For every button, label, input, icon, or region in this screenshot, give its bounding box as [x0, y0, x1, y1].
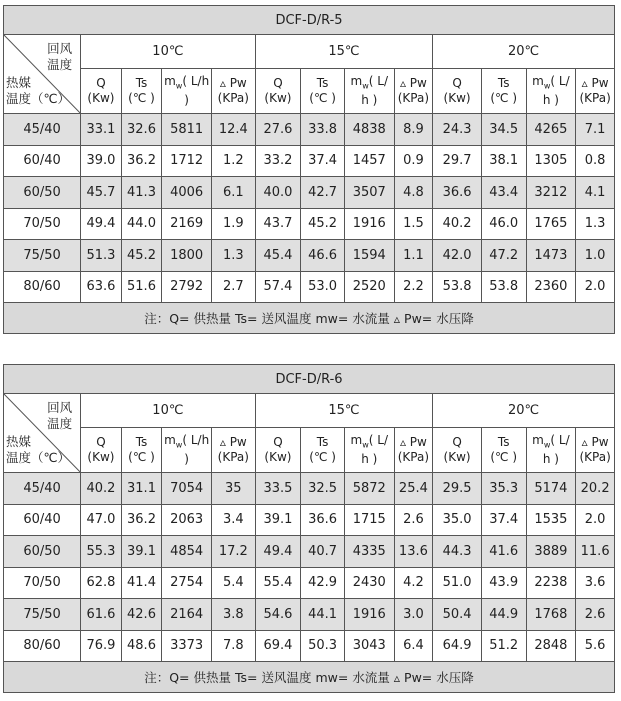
row-label-cell: 60/50 [4, 177, 81, 209]
col-header-pw: ▵ Pw (KPa) [394, 69, 433, 114]
value-cell: 2238 [526, 567, 576, 599]
corner-medium-label: 热媒 [6, 75, 32, 90]
value-cell: 44.0 [121, 208, 162, 240]
col-header-mw: $m_w$( L/h ) [162, 69, 212, 114]
corner-header [4, 394, 81, 473]
value-cell: 3043 [344, 630, 394, 662]
value-cell: 45.4 [255, 240, 301, 272]
col-header-mw: $m_w$( L/ h ) [344, 69, 394, 114]
table-row [4, 599, 615, 631]
value-cell: 37.4 [481, 504, 526, 536]
table-row [4, 177, 615, 209]
value-cell: 24.3 [433, 114, 482, 146]
value-cell: 4006 [162, 177, 212, 209]
value-cell: 3373 [162, 630, 212, 662]
value-cell: 69.4 [255, 630, 301, 662]
row-label-cell: 60/40 [4, 145, 81, 177]
col-header-mw: $m_w$( L/ h ) [526, 69, 576, 114]
value-cell: 1.3 [212, 240, 256, 272]
value-cell: 2.6 [576, 599, 615, 631]
value-cell: 4854 [162, 536, 212, 568]
value-cell: 51.3 [81, 240, 122, 272]
value-cell: 2792 [162, 271, 212, 303]
value-cell: 1.0 [576, 240, 615, 272]
value-cell: 3212 [526, 177, 576, 209]
value-cell: 45.7 [81, 177, 122, 209]
value-cell: 57.4 [255, 271, 301, 303]
return-air-temp-header: 10℃ [81, 394, 256, 428]
value-cell: 4335 [344, 536, 394, 568]
value-cell: 2.0 [576, 271, 615, 303]
table-row [4, 536, 615, 568]
value-cell: 36.2 [121, 145, 162, 177]
col-header-ts: Ts (℃ ) [301, 69, 345, 114]
row-label-cell: 45/40 [4, 114, 81, 146]
col-header-ts: Ts (℃ ) [481, 69, 526, 114]
value-cell: 1800 [162, 240, 212, 272]
corner-medium-label-2: 温度（℃） [6, 450, 71, 465]
value-cell: 41.3 [121, 177, 162, 209]
value-cell: 39.1 [255, 504, 301, 536]
value-cell: 44.9 [481, 599, 526, 631]
value-cell: 42.9 [301, 567, 345, 599]
corner-medium-label: 热媒 [6, 434, 32, 449]
table-row [4, 504, 615, 536]
value-cell: 64.9 [433, 630, 482, 662]
value-cell: 4.8 [394, 177, 433, 209]
row-label-cell: 70/50 [4, 567, 81, 599]
row-label-cell: 75/50 [4, 240, 81, 272]
value-cell: 53.0 [301, 271, 345, 303]
value-cell: 35.0 [433, 504, 482, 536]
value-cell: 41.6 [481, 536, 526, 568]
value-cell: 34.5 [481, 114, 526, 146]
table-row [4, 567, 615, 599]
value-cell: 7.8 [212, 630, 256, 662]
value-cell: 31.1 [121, 473, 162, 505]
value-cell: 5174 [526, 473, 576, 505]
value-cell: 1.1 [394, 240, 433, 272]
value-cell: 51.6 [121, 271, 162, 303]
table-note: 注：Q= 供热量 Ts= 送风温度 mw= 水流量 ▵ Pw= 水压降 [4, 662, 615, 693]
value-cell: 51.0 [433, 567, 482, 599]
value-cell: 40.7 [301, 536, 345, 568]
col-header-ts: Ts (℃ ) [121, 69, 162, 114]
value-cell: 32.5 [301, 473, 345, 505]
table-title: DCF-D/R-5 [4, 6, 615, 35]
value-cell: 51.2 [481, 630, 526, 662]
value-cell: 11.6 [576, 536, 615, 568]
value-cell: 42.6 [121, 599, 162, 631]
value-cell: 42.7 [301, 177, 345, 209]
corner-air-label-2: 温度 [47, 57, 73, 72]
col-header-mw: $m_w$( L/ h ) [526, 428, 576, 473]
value-cell: 40.2 [81, 473, 122, 505]
value-cell: 63.6 [81, 271, 122, 303]
value-cell: 3.0 [394, 599, 433, 631]
col-header-mw: $m_w$( L/h ) [162, 428, 212, 473]
value-cell: 1.3 [576, 208, 615, 240]
value-cell: 25.4 [394, 473, 433, 505]
table-row [4, 240, 615, 272]
row-label-cell: 60/40 [4, 504, 81, 536]
col-header-pw: ▵ Pw (KPa) [576, 69, 615, 114]
value-cell: 2520 [344, 271, 394, 303]
value-cell: 1535 [526, 504, 576, 536]
table-row [4, 271, 615, 303]
value-cell: 3.6 [576, 567, 615, 599]
col-header-pw: ▵ Pw (KPa) [576, 428, 615, 473]
row-label-cell: 80/60 [4, 630, 81, 662]
value-cell: 36.6 [301, 504, 345, 536]
value-cell: 39.1 [121, 536, 162, 568]
table-dcf-dr-6 [3, 364, 615, 693]
value-cell: 33.5 [255, 473, 301, 505]
value-cell: 2.7 [212, 271, 256, 303]
value-cell: 4838 [344, 114, 394, 146]
value-cell: 6.1 [212, 177, 256, 209]
table-row [4, 208, 615, 240]
value-cell: 1712 [162, 145, 212, 177]
col-header-ts: Ts (℃ ) [121, 428, 162, 473]
value-cell: 45.2 [121, 240, 162, 272]
value-cell: 32.6 [121, 114, 162, 146]
row-label-cell: 45/40 [4, 473, 81, 505]
value-cell: 44.3 [433, 536, 482, 568]
col-header-ts: Ts (℃ ) [301, 428, 345, 473]
value-cell: 76.9 [81, 630, 122, 662]
value-cell: 33.2 [255, 145, 301, 177]
table-dcf-dr-5 [3, 5, 615, 334]
value-cell: 33.1 [81, 114, 122, 146]
value-cell: 4.1 [576, 177, 615, 209]
value-cell: 44.1 [301, 599, 345, 631]
value-cell: 41.4 [121, 567, 162, 599]
value-cell: 46.0 [481, 208, 526, 240]
value-cell: 8.9 [394, 114, 433, 146]
row-label-cell: 70/50 [4, 208, 81, 240]
return-air-temp-header: 15℃ [255, 394, 433, 428]
col-header-q: Q (Kw) [433, 428, 482, 473]
value-cell: 54.6 [255, 599, 301, 631]
value-cell: 3.8 [212, 599, 256, 631]
return-air-temp-header: 20℃ [433, 35, 615, 69]
value-cell: 49.4 [255, 536, 301, 568]
row-label-cell: 80/60 [4, 271, 81, 303]
value-cell: 53.8 [433, 271, 482, 303]
value-cell: 13.6 [394, 536, 433, 568]
value-cell: 53.8 [481, 271, 526, 303]
value-cell: 43.7 [255, 208, 301, 240]
value-cell: 1473 [526, 240, 576, 272]
row-label-cell: 75/50 [4, 599, 81, 631]
value-cell: 2430 [344, 567, 394, 599]
value-cell: 55.4 [255, 567, 301, 599]
return-air-temp-header: 15℃ [255, 35, 433, 69]
return-air-temp-header: 20℃ [433, 394, 615, 428]
value-cell: 0.8 [576, 145, 615, 177]
value-cell: 3889 [526, 536, 576, 568]
value-cell: 0.9 [394, 145, 433, 177]
value-cell: 36.6 [433, 177, 482, 209]
value-cell: 1.2 [212, 145, 256, 177]
col-header-q: Q (Kw) [81, 69, 122, 114]
col-header-pw: ▵ Pw (KPa) [212, 69, 256, 114]
value-cell: 1594 [344, 240, 394, 272]
value-cell: 2754 [162, 567, 212, 599]
value-cell: 2.6 [394, 504, 433, 536]
col-header-q: Q (Kw) [255, 69, 301, 114]
row-label-cell: 60/50 [4, 536, 81, 568]
value-cell: 62.8 [81, 567, 122, 599]
value-cell: 2.0 [576, 504, 615, 536]
value-cell: 17.2 [212, 536, 256, 568]
value-cell: 42.0 [433, 240, 482, 272]
value-cell: 35.3 [481, 473, 526, 505]
col-header-ts: Ts (℃ ) [481, 428, 526, 473]
value-cell: 61.6 [81, 599, 122, 631]
value-cell: 20.2 [576, 473, 615, 505]
value-cell: 40.0 [255, 177, 301, 209]
value-cell: 5.6 [576, 630, 615, 662]
value-cell: 37.4 [301, 145, 345, 177]
return-air-temp-header: 10℃ [81, 35, 256, 69]
value-cell: 1.9 [212, 208, 256, 240]
value-cell: 1457 [344, 145, 394, 177]
value-cell: 33.8 [301, 114, 345, 146]
value-cell: 1305 [526, 145, 576, 177]
corner-air-label: 回风 [47, 41, 73, 56]
value-cell: 29.5 [433, 473, 482, 505]
value-cell: 5811 [162, 114, 212, 146]
value-cell: 4.2 [394, 567, 433, 599]
value-cell: 12.4 [212, 114, 256, 146]
value-cell: 43.9 [481, 567, 526, 599]
value-cell: 2063 [162, 504, 212, 536]
value-cell: 1916 [344, 208, 394, 240]
value-cell: 2848 [526, 630, 576, 662]
table-row [4, 114, 615, 146]
value-cell: 27.6 [255, 114, 301, 146]
value-cell: 3.4 [212, 504, 256, 536]
value-cell: 2169 [162, 208, 212, 240]
table-note: 注：Q= 供热量 Ts= 送风温度 mw= 水流量 ▵ Pw= 水压降 [4, 303, 615, 334]
col-header-q: Q (Kw) [255, 428, 301, 473]
value-cell: 5.4 [212, 567, 256, 599]
value-cell: 2164 [162, 599, 212, 631]
corner-medium-label-2: 温度（℃） [6, 91, 71, 106]
col-header-pw: ▵ Pw (KPa) [212, 428, 256, 473]
value-cell: 38.1 [481, 145, 526, 177]
value-cell: 55.3 [81, 536, 122, 568]
value-cell: 36.2 [121, 504, 162, 536]
table-title: DCF-D/R-6 [4, 365, 615, 394]
value-cell: 2360 [526, 271, 576, 303]
value-cell: 2.2 [394, 271, 433, 303]
value-cell: 1.5 [394, 208, 433, 240]
performance-table [3, 5, 615, 334]
value-cell: 45.2 [301, 208, 345, 240]
value-cell: 7054 [162, 473, 212, 505]
value-cell: 49.4 [81, 208, 122, 240]
corner-header [4, 35, 81, 114]
value-cell: 39.0 [81, 145, 122, 177]
value-cell: 35 [212, 473, 256, 505]
value-cell: 50.4 [433, 599, 482, 631]
performance-table [3, 364, 615, 693]
value-cell: 47.0 [81, 504, 122, 536]
corner-air-label-2: 温度 [47, 416, 73, 431]
value-cell: 48.6 [121, 630, 162, 662]
col-header-q: Q (Kw) [433, 69, 482, 114]
value-cell: 40.2 [433, 208, 482, 240]
value-cell: 6.4 [394, 630, 433, 662]
table-row [4, 473, 615, 505]
value-cell: 1916 [344, 599, 394, 631]
value-cell: 47.2 [481, 240, 526, 272]
value-cell: 7.1 [576, 114, 615, 146]
value-cell: 1765 [526, 208, 576, 240]
value-cell: 3507 [344, 177, 394, 209]
col-header-pw: ▵ Pw (KPa) [394, 428, 433, 473]
table-row [4, 630, 615, 662]
value-cell: 1768 [526, 599, 576, 631]
corner-air-label: 回风 [47, 400, 73, 415]
value-cell: 1715 [344, 504, 394, 536]
value-cell: 4265 [526, 114, 576, 146]
value-cell: 5872 [344, 473, 394, 505]
col-header-mw: $m_w$( L/ h ) [344, 428, 394, 473]
value-cell: 29.7 [433, 145, 482, 177]
value-cell: 50.3 [301, 630, 345, 662]
col-header-q: Q (Kw) [81, 428, 122, 473]
table-row [4, 145, 615, 177]
value-cell: 43.4 [481, 177, 526, 209]
value-cell: 46.6 [301, 240, 345, 272]
